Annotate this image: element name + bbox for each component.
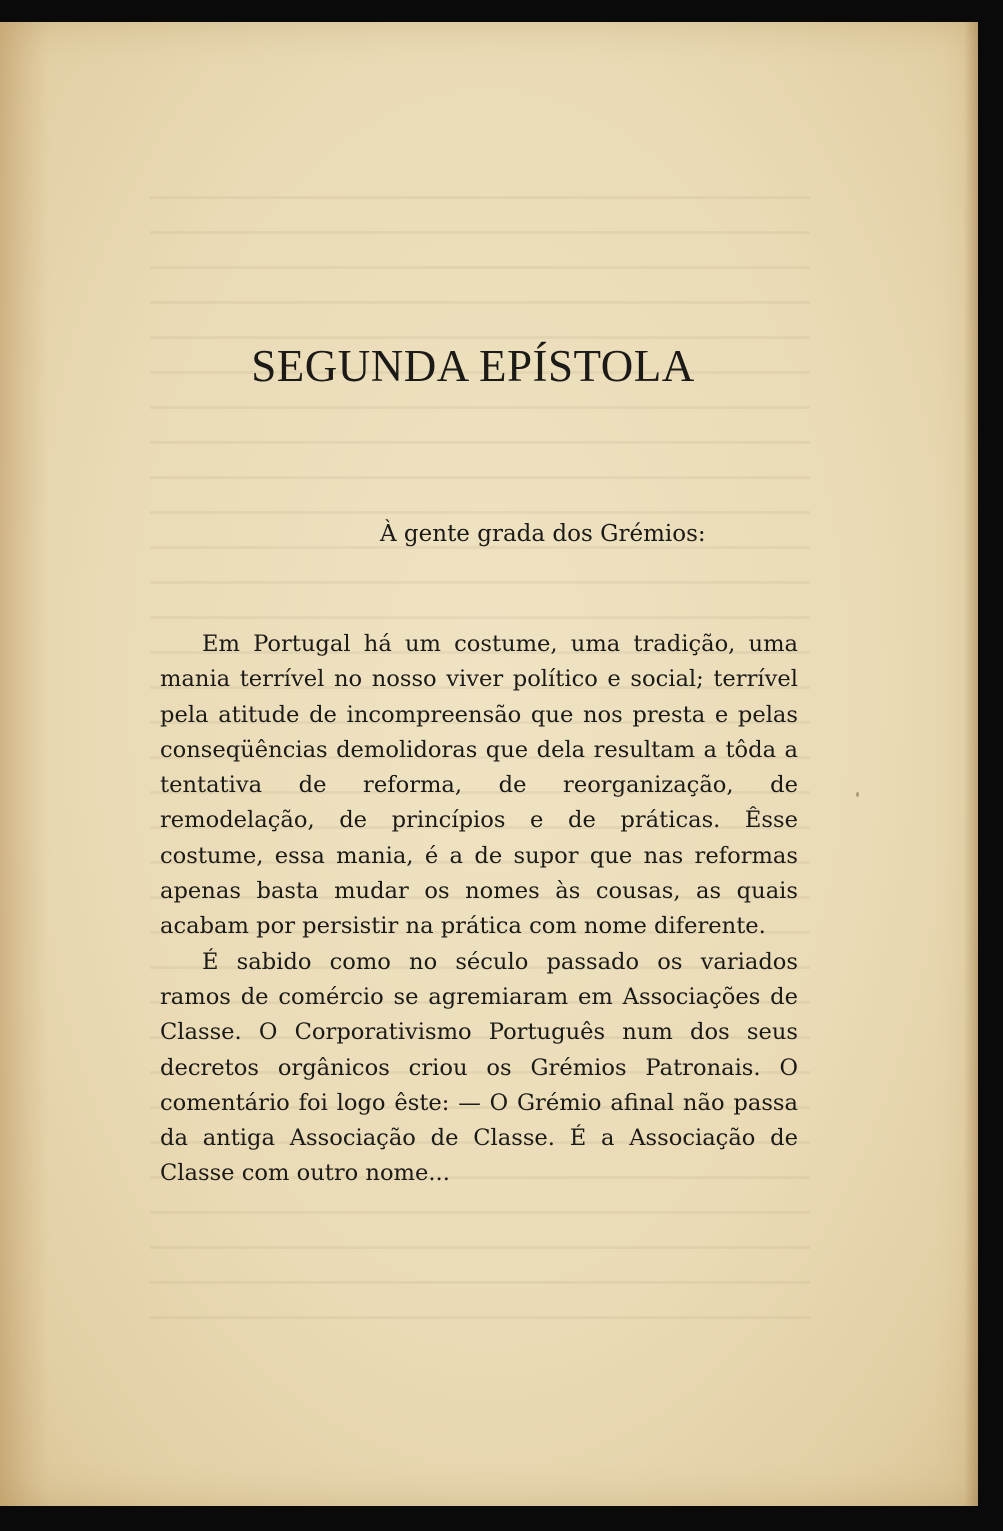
body-text <box>160 627 798 1192</box>
paragraph-2: É sabido como no século passado os variados ramos de comércio se agremiaram em Associações de Classe. O Corporativismo Português num dos seus decretos orgânicos criou os Grémios Patronais. O comentário foi logo êste: — O Grémio afinal não passa da antiga Associação de Classe. É a Associação de Classe com outro nome... <box>160 948 798 1187</box>
book-page <box>0 22 978 1506</box>
dedication-line: À gente grada dos Grémios: <box>380 521 706 547</box>
page-shadow-left <box>0 22 50 1506</box>
page-title: SEGUNDA EPÍSTOLA <box>251 341 695 391</box>
paper-speck <box>856 792 859 797</box>
paragraph-1: Em Portugal há um costume, uma tradição, uma mania terrível no nosso viver político e social; terrível pela atitude de incompreensão que nos presta e pelas conseqüências demolidoras que dela resultam a tôda a tentativa de reforma, de reorganização, de remodelação, de princípios e de práticas. Êsse costume, essa mania, é a de supor que nas reformas apenas basta mudar os nomes às cousas, as quais acabam por persistir na prática com nome diferente. <box>160 631 798 940</box>
page-shadow-right <box>964 22 978 1506</box>
